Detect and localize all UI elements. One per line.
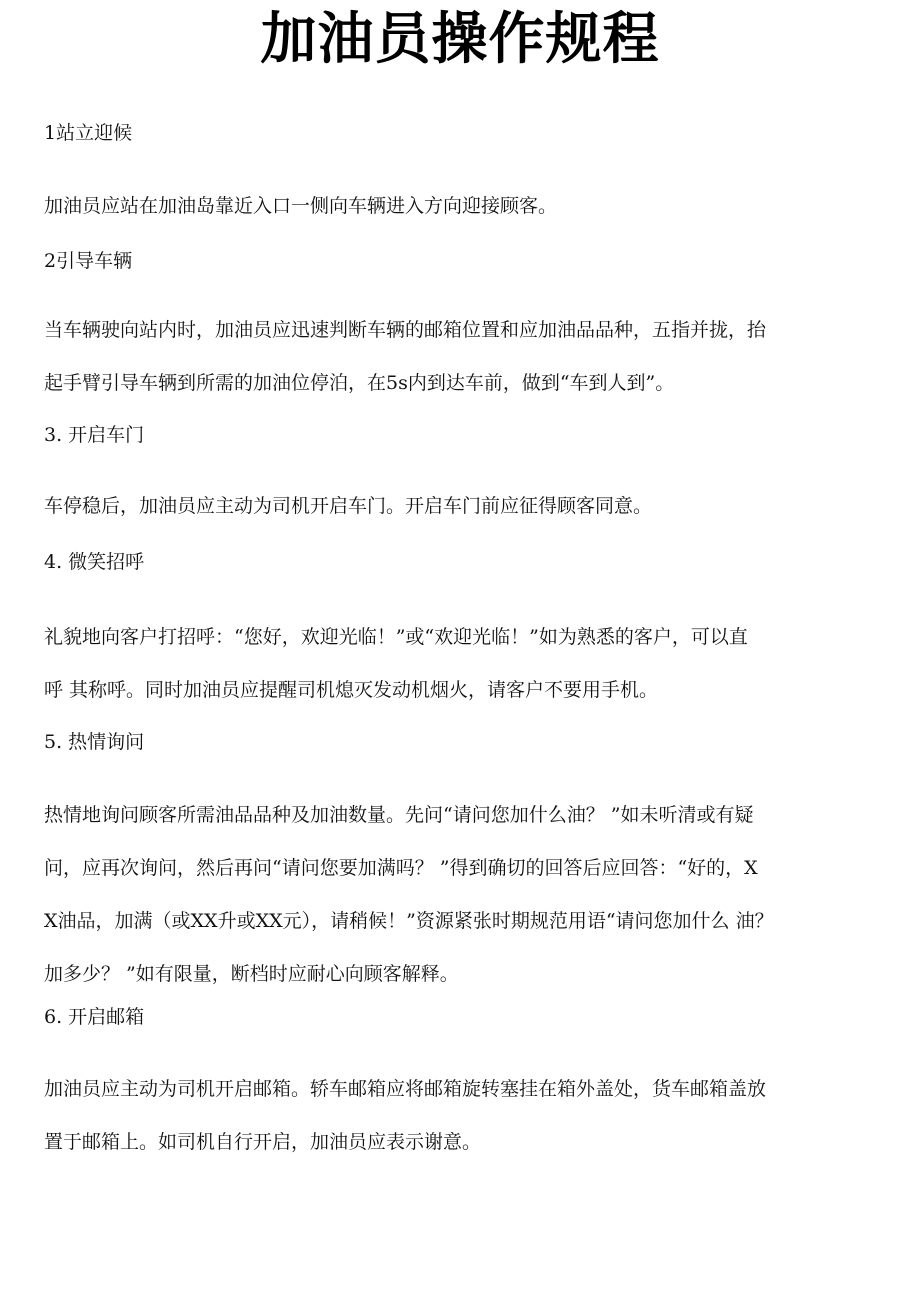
body-line: 车停稳后，加油员应主动为司机开启车门。开启车门前应征得顾客同意。 [44,495,653,517]
body-line: 问，应再次询问，然后再问“请问您要加满吗？ ”得到确切的回答后应回答：“好的，X [44,857,758,879]
section-body-5 [44,789,890,1001]
body-line: X油品，加满（或XX升或XX元），请稍候！”资源紧张时期规范用语“请问您加什么 油？ [44,910,774,932]
body-line: 起手臂引导车辆到所需的加油位停泊，在5s内到达车前，做到“车到人到”。 [44,372,675,394]
section-body-3 [44,480,890,533]
section-heading-2: 2引导车辆 [44,250,133,272]
section-heading-1: 1站立迎候 [44,122,133,144]
body-line: 呼 其称呼。同时加油员应提醒司机熄灭发动机烟火，请客户不要用手机。 [44,679,659,701]
body-line: 置于邮箱上。如司机自行开启，加油员应表示谢意。 [44,1131,482,1153]
section-body-4 [44,611,890,717]
section-body-6 [44,1063,890,1169]
body-line: 热情地询问顾客所需油品品种及加油数量。先问“请问您加什么油？ ”如未听清或有疑 [44,804,754,826]
body-line: 当车辆驶向站内时，加油员应迅速判断车辆的邮箱位置和应加油品品种，五指并拢，抬 [44,319,767,341]
section-heading-4: 4. 微笑招呼 [44,551,145,573]
body-line: 加油员应站在加油岛靠近入口一侧向车辆进入方向迎接顾客。 [44,195,558,217]
section-heading-3: 3. 开启车门 [44,424,145,446]
body-line: 加油员应主动为司机开启邮箱。轿车邮箱应将邮箱旋转塞挂在箱外盖处，货车邮箱盖放 [44,1078,767,1100]
document-title: 加油员操作规程 [260,7,660,72]
body-line: 加多少？ ”如有限量，断档时应耐心向顾客解释。 [44,963,459,985]
body-line: 礼貌地向客户打招呼：“您好，欢迎光临！”或“欢迎光临！”如为熟悉的客户，可以直 [44,626,748,648]
section-heading-6: 6. 开启邮箱 [44,1006,145,1028]
section-body-2 [44,304,890,410]
section-body-1 [44,180,890,233]
section-heading-5: 5. 热情询问 [44,731,145,753]
